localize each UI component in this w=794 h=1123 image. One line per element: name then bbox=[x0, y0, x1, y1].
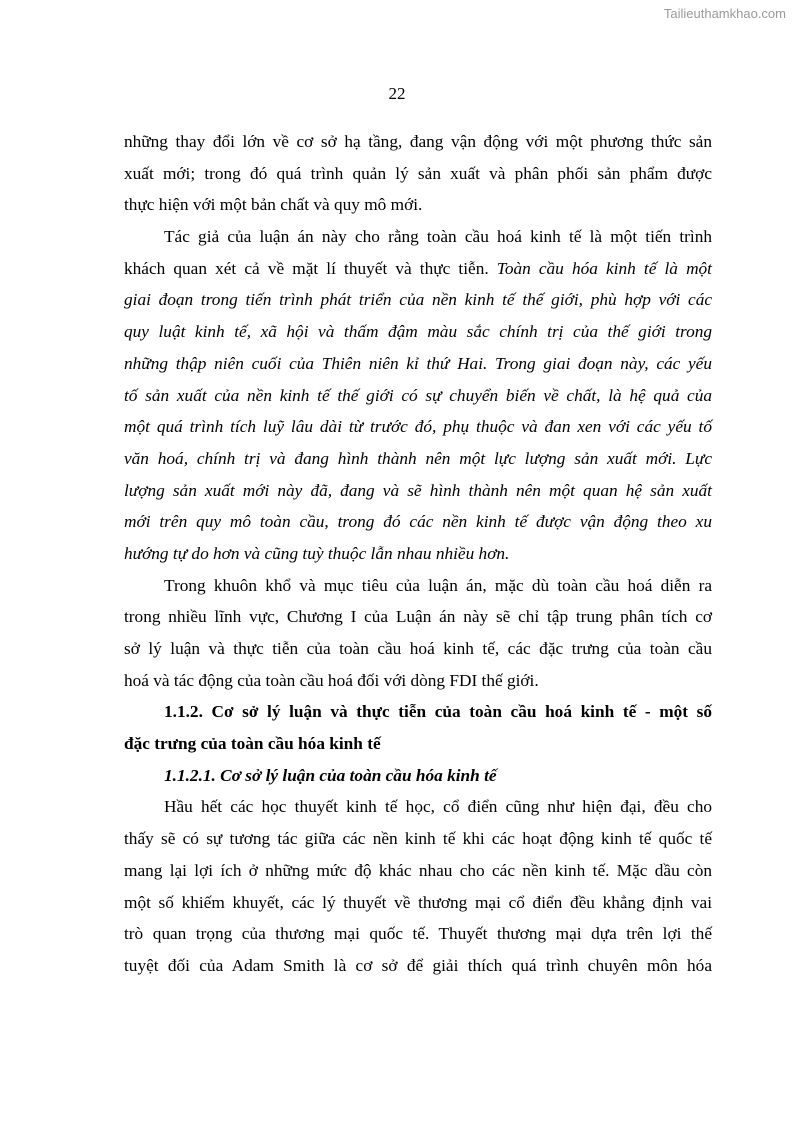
text-line-mixed bbox=[124, 253, 712, 285]
text-line: xuất mới; trong đó quá trình quản lý sản xuất và phân phối sản phẩm được bbox=[124, 163, 712, 183]
text-line: sở lý luận và thực tiễn của toàn cầu hoá kinh tế, các đặc trưng của toàn cầu bbox=[124, 639, 712, 658]
paragraph-4 bbox=[124, 791, 712, 981]
page-number: 22 bbox=[388, 84, 406, 103]
document-body bbox=[124, 126, 712, 982]
italic-line: tố sản xuất của nền kinh tế thế giới có sự chuyển biến về chất, là hệ quả của bbox=[124, 385, 712, 405]
italic-line: giai đoạn trong tiến trình phát triển của nền kinh tế thế giới, phù hợp với các bbox=[124, 290, 712, 310]
heading-line: đặc trưng của toàn cầu hóa kinh tế bbox=[124, 734, 381, 754]
text-line: Hầu hết các học thuyết kinh tế học, cổ điển cũng như hiện đại, đều cho bbox=[164, 797, 712, 817]
text-line: thấy sẽ có sự tương tác giữa các nền kinh tế khi các hoạt động kinh tế quốc tế bbox=[124, 829, 712, 849]
italic-line: mới trên quy mô toàn cầu, trong đó các nền kinh tế được vận động theo xu bbox=[124, 512, 712, 532]
text-line: Tác giả của luận án này cho rằng toàn cầu hoá kinh tế là một tiến trình bbox=[164, 227, 712, 247]
watermark-text: Tailieuthamkhao.com bbox=[663, 6, 786, 21]
text-line: mang lại lợi ích ở những mức độ khác nhau cho các nền kinh tế. Mặc dầu còn bbox=[124, 860, 712, 880]
section-heading bbox=[124, 696, 712, 759]
paragraph-3 bbox=[124, 570, 712, 697]
italic-line: hướng tự do hơn và cũng tuỳ thuộc lẫn nhau nhiều hơn. bbox=[124, 543, 510, 563]
italic-line: văn hoá, chính trị và đang hình thành nên một lực lượng sản xuất mới. Lực bbox=[124, 448, 712, 468]
italic-text: Toàn cầu hóa kinh tế là một bbox=[496, 258, 712, 278]
text-line: tuyệt đối của Adam Smith là cơ sở để giải thích quá trình chuyên môn hóa bbox=[124, 955, 712, 975]
subheading-line: 1.1.2.1. Cơ sở lý luận của toàn cầu hóa kinh tế bbox=[164, 765, 497, 785]
text-line: Trong khuôn khổ và mục tiêu của luận án, mặc dù toàn cầu hoá diễn ra bbox=[164, 575, 712, 595]
subsection-heading bbox=[124, 760, 712, 792]
text-line: những thay đổi lớn về cơ sở hạ tầng, đang vận động với một phương thức sản bbox=[124, 132, 712, 151]
italic-line: một quá trình tích luỹ lâu dài từ trước đó, phụ thuộc và đan xen với các yếu tố bbox=[124, 417, 712, 437]
text-line: một số khiếm khuyết, các lý thuyết về thương mại cổ điển đều khẳng định vai bbox=[124, 892, 712, 912]
italic-line: quy luật kinh tế, xã hội và thấm đậm màu sắc chính trị của thế giới trong bbox=[124, 322, 712, 342]
text-line: trong nhiều lĩnh vực, Chương I của Luận án này sẽ chỉ tập trung phân tích cơ bbox=[124, 607, 712, 627]
text-line: thực hiện với một bản chất và quy mô mới. bbox=[124, 195, 423, 215]
text-line: hoá và tác động của toàn cầu hoá đối với dòng FDI thế giới. bbox=[124, 670, 539, 690]
paragraph-2 bbox=[124, 221, 712, 570]
heading-line: 1.1.2. Cơ sở lý luận và thực tiễn của toàn cầu hoá kinh tế - một số bbox=[164, 702, 712, 722]
italic-line: những thập niên cuối của Thiên niên kỉ thứ Hai. Trong giai đoạn này, các yếu bbox=[124, 353, 712, 373]
paragraph-1 bbox=[124, 126, 712, 221]
text-line: trò quan trọng của thương mại quốc tế. Thuyết thương mại dựa trên lợi thế bbox=[124, 924, 712, 944]
plain-text: khách quan xét cả về mặt lí thuyết và thực tiễn. bbox=[124, 258, 497, 278]
italic-line: lượng sản xuất mới này đã, đang và sẽ hình thành nên một quan hệ sản xuất bbox=[124, 480, 712, 500]
